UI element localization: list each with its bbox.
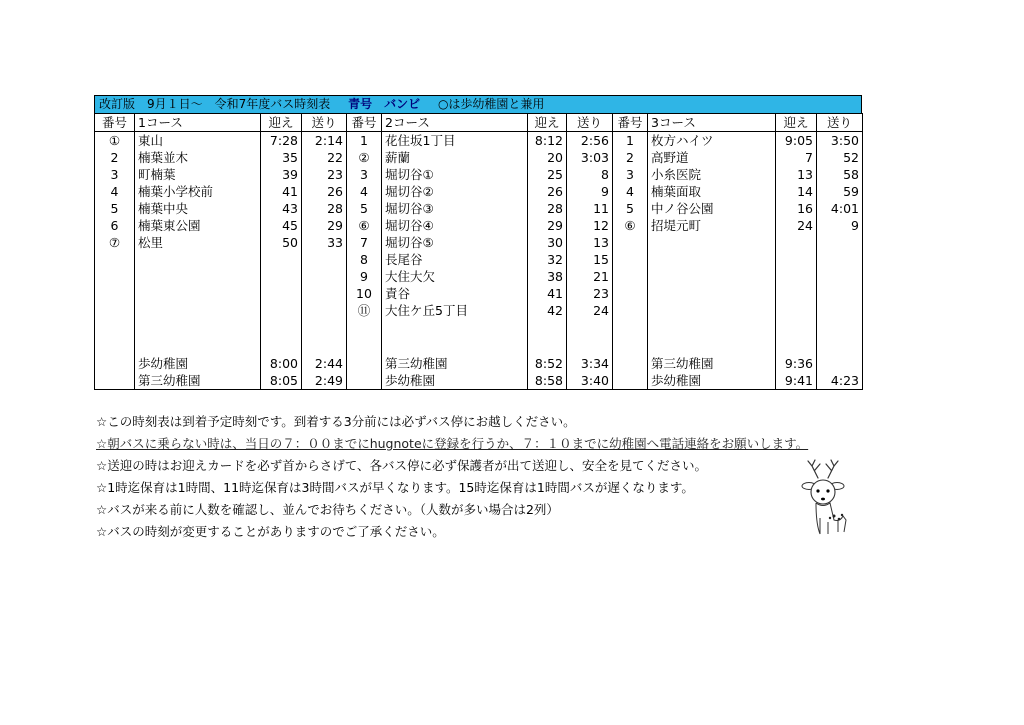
stop-number: 1: [613, 132, 648, 150]
arrival-dropoff-time: [817, 355, 863, 372]
header-name-course1: 1コース: [135, 114, 261, 132]
timetable: [94, 113, 863, 390]
stop-name: [135, 302, 261, 319]
stop-dropoff-time: 21: [567, 268, 613, 285]
stop-pickup-time: 24: [776, 217, 817, 234]
arrival-dropoff-time: 2:49: [302, 372, 347, 390]
stop-name: 大住大欠: [382, 268, 528, 285]
stop-dropoff-time: 13: [567, 234, 613, 251]
stop-pickup-time: 45: [261, 217, 302, 234]
arrival-dropoff-time: 3:34: [567, 355, 613, 372]
stop-number: 8: [347, 251, 382, 268]
stop-name: 薪蘭: [382, 149, 528, 166]
stop-number: [613, 302, 648, 319]
stop-dropoff-time: [817, 268, 863, 285]
spacer-cell: [776, 319, 817, 355]
stop-name: 堀切谷④: [382, 217, 528, 234]
note-time-change: ☆バスの時刻が変更することがありますのでご了承ください。: [96, 524, 445, 539]
stop-dropoff-time: 2:56: [567, 132, 613, 150]
stop-pickup-time: [776, 234, 817, 251]
arrival-pickup-time: 9:36: [776, 355, 817, 372]
title-main: 改訂版 9月１日～ 令和7年度バス時刻表: [99, 97, 331, 111]
stop-pickup-time: 39: [261, 166, 302, 183]
arrival-dropoff-time: 4:23: [817, 372, 863, 390]
stop-name: 招堤元町: [648, 217, 776, 234]
arrival-pickup-time: 8:00: [261, 355, 302, 372]
table-row: [95, 200, 863, 217]
stop-number: [613, 285, 648, 302]
stop-dropoff-time: 3:03: [567, 149, 613, 166]
arrival-kindergarten: 第三幼稚園: [382, 355, 528, 372]
title-group: 青号 バンビ: [348, 97, 421, 111]
stop-name: 高野道: [648, 149, 776, 166]
stop-name: 堀切谷①: [382, 166, 528, 183]
stop-name: 堀切谷②: [382, 183, 528, 200]
stop-name: 松里: [135, 234, 261, 251]
stop-pickup-time: [776, 268, 817, 285]
stop-pickup-time: [776, 285, 817, 302]
table-row: [95, 251, 863, 268]
stop-number: 3: [347, 166, 382, 183]
header-num-course1: 番号: [95, 114, 135, 132]
stop-pickup-time: 41: [261, 183, 302, 200]
arrival-pickup-time: 8:52: [528, 355, 567, 372]
stop-dropoff-time: 4:01: [817, 200, 863, 217]
stop-number: ⑪: [347, 302, 382, 319]
stop-dropoff-time: 8: [567, 166, 613, 183]
stop-name: 花住坂1丁目: [382, 132, 528, 150]
note-absence: ☆朝バスに乗らない時は、当日の７：００までにhugnoteに登録を行うか、７：１０までに幼稚園へ電話連絡をお願いします。: [96, 436, 809, 451]
table-row: [95, 234, 863, 251]
stop-pickup-time: 38: [528, 268, 567, 285]
stop-name: 責谷: [382, 285, 528, 302]
header-row: [95, 114, 863, 132]
header-pm-course2: 送り: [567, 114, 613, 132]
note-early-late: ☆1時迄保育は1時間、11時迄保育は3時間バスが早くなります。15時迄保育は1時間バスが遅くなります。: [96, 480, 694, 495]
stop-number: ⑦: [95, 234, 135, 251]
header-pm-course1: 送り: [302, 114, 347, 132]
stop-number: 4: [613, 183, 648, 200]
stop-pickup-time: 14: [776, 183, 817, 200]
stop-name: 大住ケ丘5丁目: [382, 302, 528, 319]
stop-number: ⑥: [613, 217, 648, 234]
header-num-course2: 番号: [347, 114, 382, 132]
stop-pickup-time: 42: [528, 302, 567, 319]
stop-dropoff-time: 15: [567, 251, 613, 268]
stop-pickup-time: [261, 302, 302, 319]
stop-name: [135, 268, 261, 285]
stop-number: [613, 251, 648, 268]
stop-number: 7: [347, 234, 382, 251]
arrival-number: [95, 372, 135, 390]
table-row: [95, 132, 863, 150]
spacer-cell: [528, 319, 567, 355]
stop-number: 10: [347, 285, 382, 302]
spacer-cell: [648, 319, 776, 355]
spacer-cell: [817, 319, 863, 355]
note-pickup-card: ☆送迎の時はお迎えカードを必ず首からさげて、各バス停に必ず保護者が出て送迎し、安全を見てください。: [96, 458, 707, 473]
spacer-row: [95, 319, 863, 355]
stop-name: 中ノ谷公園: [648, 200, 776, 217]
stop-name: [648, 268, 776, 285]
stop-name: 枚方ハイツ: [648, 132, 776, 150]
stop-number: 2: [613, 149, 648, 166]
spacer-cell: [382, 319, 528, 355]
stop-dropoff-time: 9: [567, 183, 613, 200]
header-name-course3: 3コース: [648, 114, 776, 132]
stop-number: 5: [347, 200, 382, 217]
stop-dropoff-time: 29: [302, 217, 347, 234]
spacer-cell: [613, 319, 648, 355]
stop-pickup-time: [261, 268, 302, 285]
header-am-course3: 迎え: [776, 114, 817, 132]
stop-name: [648, 251, 776, 268]
note-line-up: ☆バスが来る前に人数を確認し、並んでお待ちください。（人数が多い場合は2列）: [96, 502, 559, 517]
arrival-row: [95, 372, 863, 390]
table-row: [95, 183, 863, 200]
timetable-body: [95, 114, 863, 390]
stop-pickup-time: 35: [261, 149, 302, 166]
stop-dropoff-time: 59: [817, 183, 863, 200]
stop-name: [648, 234, 776, 251]
header-am-course1: 迎え: [261, 114, 302, 132]
stop-pickup-time: [261, 285, 302, 302]
stop-dropoff-time: [302, 302, 347, 319]
stop-pickup-time: 32: [528, 251, 567, 268]
note-arrival: ☆この時刻表は到着予定時刻です。到着する3分前には必ずバス停にお越しください。: [96, 414, 576, 429]
stop-pickup-time: [776, 251, 817, 268]
stop-number: 3: [95, 166, 135, 183]
stop-number: 3: [613, 166, 648, 183]
title-note: ○は歩幼稚園と兼用: [437, 97, 545, 111]
timetable-sheet: [94, 95, 862, 390]
arrival-kindergarten: 第三幼稚園: [648, 355, 776, 372]
arrival-kindergarten: 歩幼稚園: [648, 372, 776, 390]
stop-number: ①: [95, 132, 135, 150]
arrival-number: [347, 355, 382, 372]
stop-dropoff-time: [817, 251, 863, 268]
table-row: [95, 268, 863, 285]
stop-pickup-time: 13: [776, 166, 817, 183]
stop-name: 楠葉小学校前: [135, 183, 261, 200]
title-bar: [94, 95, 862, 113]
stop-name: [648, 302, 776, 319]
stop-number: 9: [347, 268, 382, 285]
stop-pickup-time: 50: [261, 234, 302, 251]
stop-pickup-time: 41: [528, 285, 567, 302]
stop-dropoff-time: 2:14: [302, 132, 347, 150]
table-row: [95, 166, 863, 183]
stop-number: ②: [347, 149, 382, 166]
spacer-cell: [347, 319, 382, 355]
arrival-number: [613, 355, 648, 372]
stop-name: 町楠葉: [135, 166, 261, 183]
stop-name: 楠葉面取: [648, 183, 776, 200]
stop-name: 楠葉並木: [135, 149, 261, 166]
header-pm-course3: 送り: [817, 114, 863, 132]
arrival-dropoff-time: 3:40: [567, 372, 613, 390]
arrival-pickup-time: 8:58: [528, 372, 567, 390]
stop-name: [135, 251, 261, 268]
stop-dropoff-time: [817, 234, 863, 251]
arrival-row: [95, 355, 863, 372]
stop-pickup-time: 8:12: [528, 132, 567, 150]
arrival-number: [613, 372, 648, 390]
stop-pickup-time: 7:28: [261, 132, 302, 150]
stop-dropoff-time: 9: [817, 217, 863, 234]
stop-number: 2: [95, 149, 135, 166]
header-name-course2: 2コース: [382, 114, 528, 132]
arrival-kindergarten: 歩幼稚園: [382, 372, 528, 390]
stop-pickup-time: 30: [528, 234, 567, 251]
stop-dropoff-time: 23: [567, 285, 613, 302]
stop-name: 堀切谷③: [382, 200, 528, 217]
stop-pickup-time: 26: [528, 183, 567, 200]
stop-pickup-time: 29: [528, 217, 567, 234]
arrival-dropoff-time: 2:44: [302, 355, 347, 372]
stop-pickup-time: 28: [528, 200, 567, 217]
stop-number: [95, 285, 135, 302]
spacer-cell: [302, 319, 347, 355]
stop-number: [95, 251, 135, 268]
stop-name: 楠葉中央: [135, 200, 261, 217]
spacer-cell: [567, 319, 613, 355]
stop-dropoff-time: 23: [302, 166, 347, 183]
table-row: [95, 149, 863, 166]
stop-number: 4: [347, 183, 382, 200]
stop-number: 5: [613, 200, 648, 217]
notes: [96, 411, 876, 543]
stop-dropoff-time: 22: [302, 149, 347, 166]
spacer-cell: [135, 319, 261, 355]
header-num-course3: 番号: [613, 114, 648, 132]
arrival-pickup-time: 9:41: [776, 372, 817, 390]
stop-dropoff-time: 58: [817, 166, 863, 183]
stop-number: 6: [95, 217, 135, 234]
stop-dropoff-time: 26: [302, 183, 347, 200]
stop-name: 東山: [135, 132, 261, 150]
stop-dropoff-time: [302, 285, 347, 302]
stop-number: [95, 302, 135, 319]
arrival-kindergarten: 歩幼稚園: [135, 355, 261, 372]
stop-name: 楠葉東公園: [135, 217, 261, 234]
stop-dropoff-time: 52: [817, 149, 863, 166]
stop-number: 1: [347, 132, 382, 150]
stop-pickup-time: 16: [776, 200, 817, 217]
stop-pickup-time: 20: [528, 149, 567, 166]
stop-name: [648, 285, 776, 302]
stop-dropoff-time: [302, 251, 347, 268]
stop-pickup-time: 25: [528, 166, 567, 183]
deer-illustration: [788, 458, 858, 538]
arrival-number: [347, 372, 382, 390]
stop-dropoff-time: 33: [302, 234, 347, 251]
stop-dropoff-time: 28: [302, 200, 347, 217]
arrival-kindergarten: 第三幼稚園: [135, 372, 261, 390]
stop-number: [613, 268, 648, 285]
stop-dropoff-time: 24: [567, 302, 613, 319]
stop-number: 4: [95, 183, 135, 200]
stop-name: [135, 285, 261, 302]
stop-pickup-time: 9:05: [776, 132, 817, 150]
table-row: [95, 217, 863, 234]
stop-dropoff-time: 12: [567, 217, 613, 234]
stop-number: [95, 268, 135, 285]
stop-dropoff-time: 11: [567, 200, 613, 217]
stop-number: [613, 234, 648, 251]
stop-number: ⑥: [347, 217, 382, 234]
stop-name: 堀切谷⑤: [382, 234, 528, 251]
stop-pickup-time: 7: [776, 149, 817, 166]
stop-name: 小糸医院: [648, 166, 776, 183]
arrival-number: [95, 355, 135, 372]
stop-name: 長尾谷: [382, 251, 528, 268]
stop-pickup-time: 43: [261, 200, 302, 217]
stop-number: 5: [95, 200, 135, 217]
header-am-course2: 迎え: [528, 114, 567, 132]
arrival-pickup-time: 8:05: [261, 372, 302, 390]
spacer-cell: [95, 319, 135, 355]
stop-dropoff-time: [302, 268, 347, 285]
table-row: [95, 302, 863, 319]
table-row: [95, 285, 863, 302]
spacer-cell: [261, 319, 302, 355]
stop-dropoff-time: 3:50: [817, 132, 863, 150]
stop-dropoff-time: [817, 302, 863, 319]
stop-pickup-time: [261, 251, 302, 268]
stop-pickup-time: [776, 302, 817, 319]
stop-dropoff-time: [817, 285, 863, 302]
